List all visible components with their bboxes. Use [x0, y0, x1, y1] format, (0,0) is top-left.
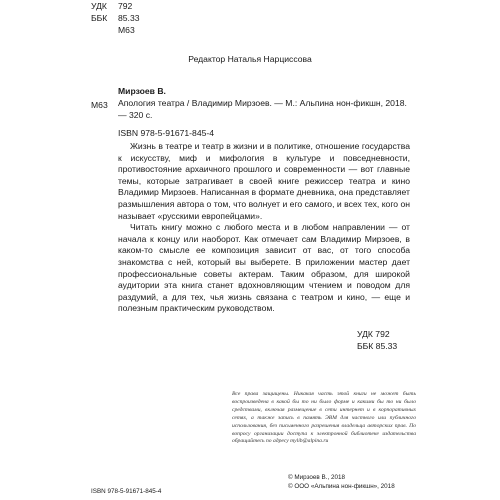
author-mark-code: М63 — [118, 25, 135, 35]
rights-notice: Все права защищены. Никакая часть этой книги не может быть воспроизведена в какой бы то ни было форме и какими бы то ни было средствами, включая размещение в сети интернет и в корпоративных сетях, а также запись в память ЭВМ для частного или публичного использования, без письменного разрешения владельца авторских прав. По вопросу организации доступа к электронной библиотеке издательства обращайтесь по адресу mylib@alpina.ru — [232, 391, 416, 445]
bbk-code: ББК 85.33 — [357, 341, 398, 351]
bibliography-author: Мирзоев В. — [118, 86, 166, 96]
copyright-lines — [288, 474, 395, 491]
udk-value: 792 — [118, 1, 133, 11]
copyright-publisher: © ООО «Альпина нон-фикшн», 2018 — [288, 482, 395, 490]
annotation — [118, 141, 410, 315]
bibliography-code: М63 — [91, 100, 108, 110]
annotation-paragraph-1: Жизнь в театре и театр в жизни и в политике, отношение государства к искусству, миф и мифология в культуре и повседневности, противостояние архаичного прошлого и современности — вот главные темы, которые затрагивает в своей книге режиссер театра и кино Владимир Мирзоев. Написанная в формате дневника, она представляет размышления автора о том, что волнует и его самого, и всех тех, кого он называет «русскими европейцами». — [118, 141, 410, 221]
udk-label: УДК — [91, 1, 107, 11]
bbk-label: ББК — [91, 13, 108, 23]
copyright-author: © Мирзоев В., 2018 — [288, 474, 345, 481]
udk-code: УДК 792 — [357, 329, 390, 339]
annotation-paragraph-2: Читать книгу можно с любого места и в любом направлении — от начала к концу или наоборот. Как отмечает сам Владимир Мирзоев, в каком-то смысле ее композиция зависит от вас, от того способа знакомства с ней, который вы выберете. В приложении мастер дает профессиональные советы актерам. Таким образом, для широкой аудитории эта книга станет вдохновляющим чтением и поводом для раздумий, а для тех, чья жизнь связана с театром и кино, — еще и полезным практическим руководством. — [118, 222, 410, 314]
footer-isbn: ISBN 978-5-91671-845-4 — [91, 488, 162, 495]
classification-header — [91, 0, 140, 36]
bbk-value: 85.33 — [118, 13, 140, 23]
bibliography-isbn: ISBN 978-5-91671-845-4 — [118, 128, 215, 138]
bibliography-description: Апология театра / Владимир Мирзоев. — М.: Альпина нон-фикшн, 2018. — 320 с. — [118, 98, 407, 120]
classification-footer — [357, 328, 397, 352]
editor-credit: Редактор Наталья Нарциссова — [188, 54, 312, 64]
